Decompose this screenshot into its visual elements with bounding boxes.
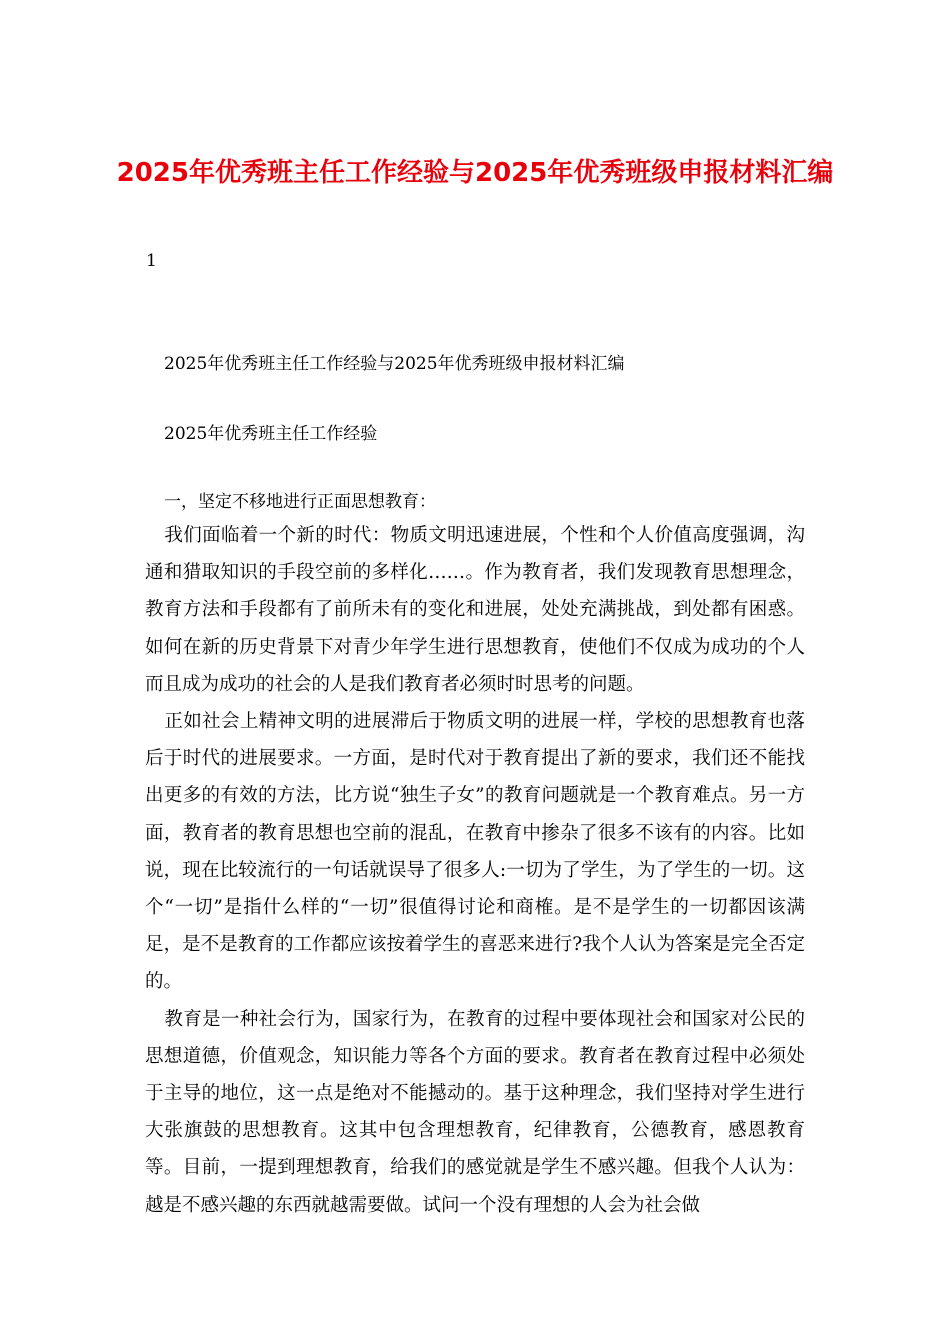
page-number: 1 — [146, 251, 157, 271]
paragraph: 我们面临着一个新的时代：物质文明迅速进展，个性和个人价值高度强调，沟通和猎取知识的手段空前的多样化……。作为教育者，我们发现教育思想理念，教育方法和手段都有了前所未有的变化和进展，处处充满挑战，到处都有困惑。如何在新的历史背景下对青少年学生进行思想教育，使他们不仅成为成功的个人而且成为成功的社会的人是我们教育者必须时时思考的问题。 — [145, 525, 805, 695]
body-text — [145, 517, 805, 1224]
document-title: 2025年优秀班主任工作经验与2025年优秀班级申报材料汇编 — [116, 158, 834, 188]
section-heading: 一，坚定不移地进行正面思想教育： — [164, 492, 436, 512]
document-subtitle: 2025年优秀班主任工作经验与2025年优秀班级申报材料汇编 — [164, 354, 625, 374]
paragraph: 正如社会上精神文明的进展滞后于物质文明的进展一样，学校的思想教育也落后于时代的进展要求。一方面，是时代对于教育提出了新的要求，我们还不能找出更多的有效的方法，比方说“独生子女”的教育问题就是一个教育难点。另一方面，教育者的教育思想也空前的混乱，在教育中掺杂了很多不该有的内容。比如说，现在比较流行的一句话就误导了很多人:一切为了学生，为了学生的一切。这个“一切”是指什么样的“一切”很值得讨论和商榷。是不是学生的一切都因该满足，是不是教育的工作都应该按着学生的喜恶来进行?我个人认为答案是完全否定的。 — [145, 711, 805, 993]
paragraph: 教育是一种社会行为，国家行为，在教育的过程中要体现社会和国家对公民的思想道德，价值观念，知识能力等各个方面的要求。教育者在教育过程中必须处于主导的地位，这一点是绝对不能撼动的。基于这种理念，我们坚持对学生进行大张旗鼓的思想教育。这其中包含理想教育，纪律教育，公德教育，感恩教育等。目前，一提到理想教育，给我们的感觉就是学生不感兴趣。但我个人认为：越是不感兴趣的东西就越需要做。试问一个没有理想的人会为社会做 — [145, 1008, 805, 1216]
section-title: 2025年优秀班主任工作经验 — [164, 424, 378, 444]
